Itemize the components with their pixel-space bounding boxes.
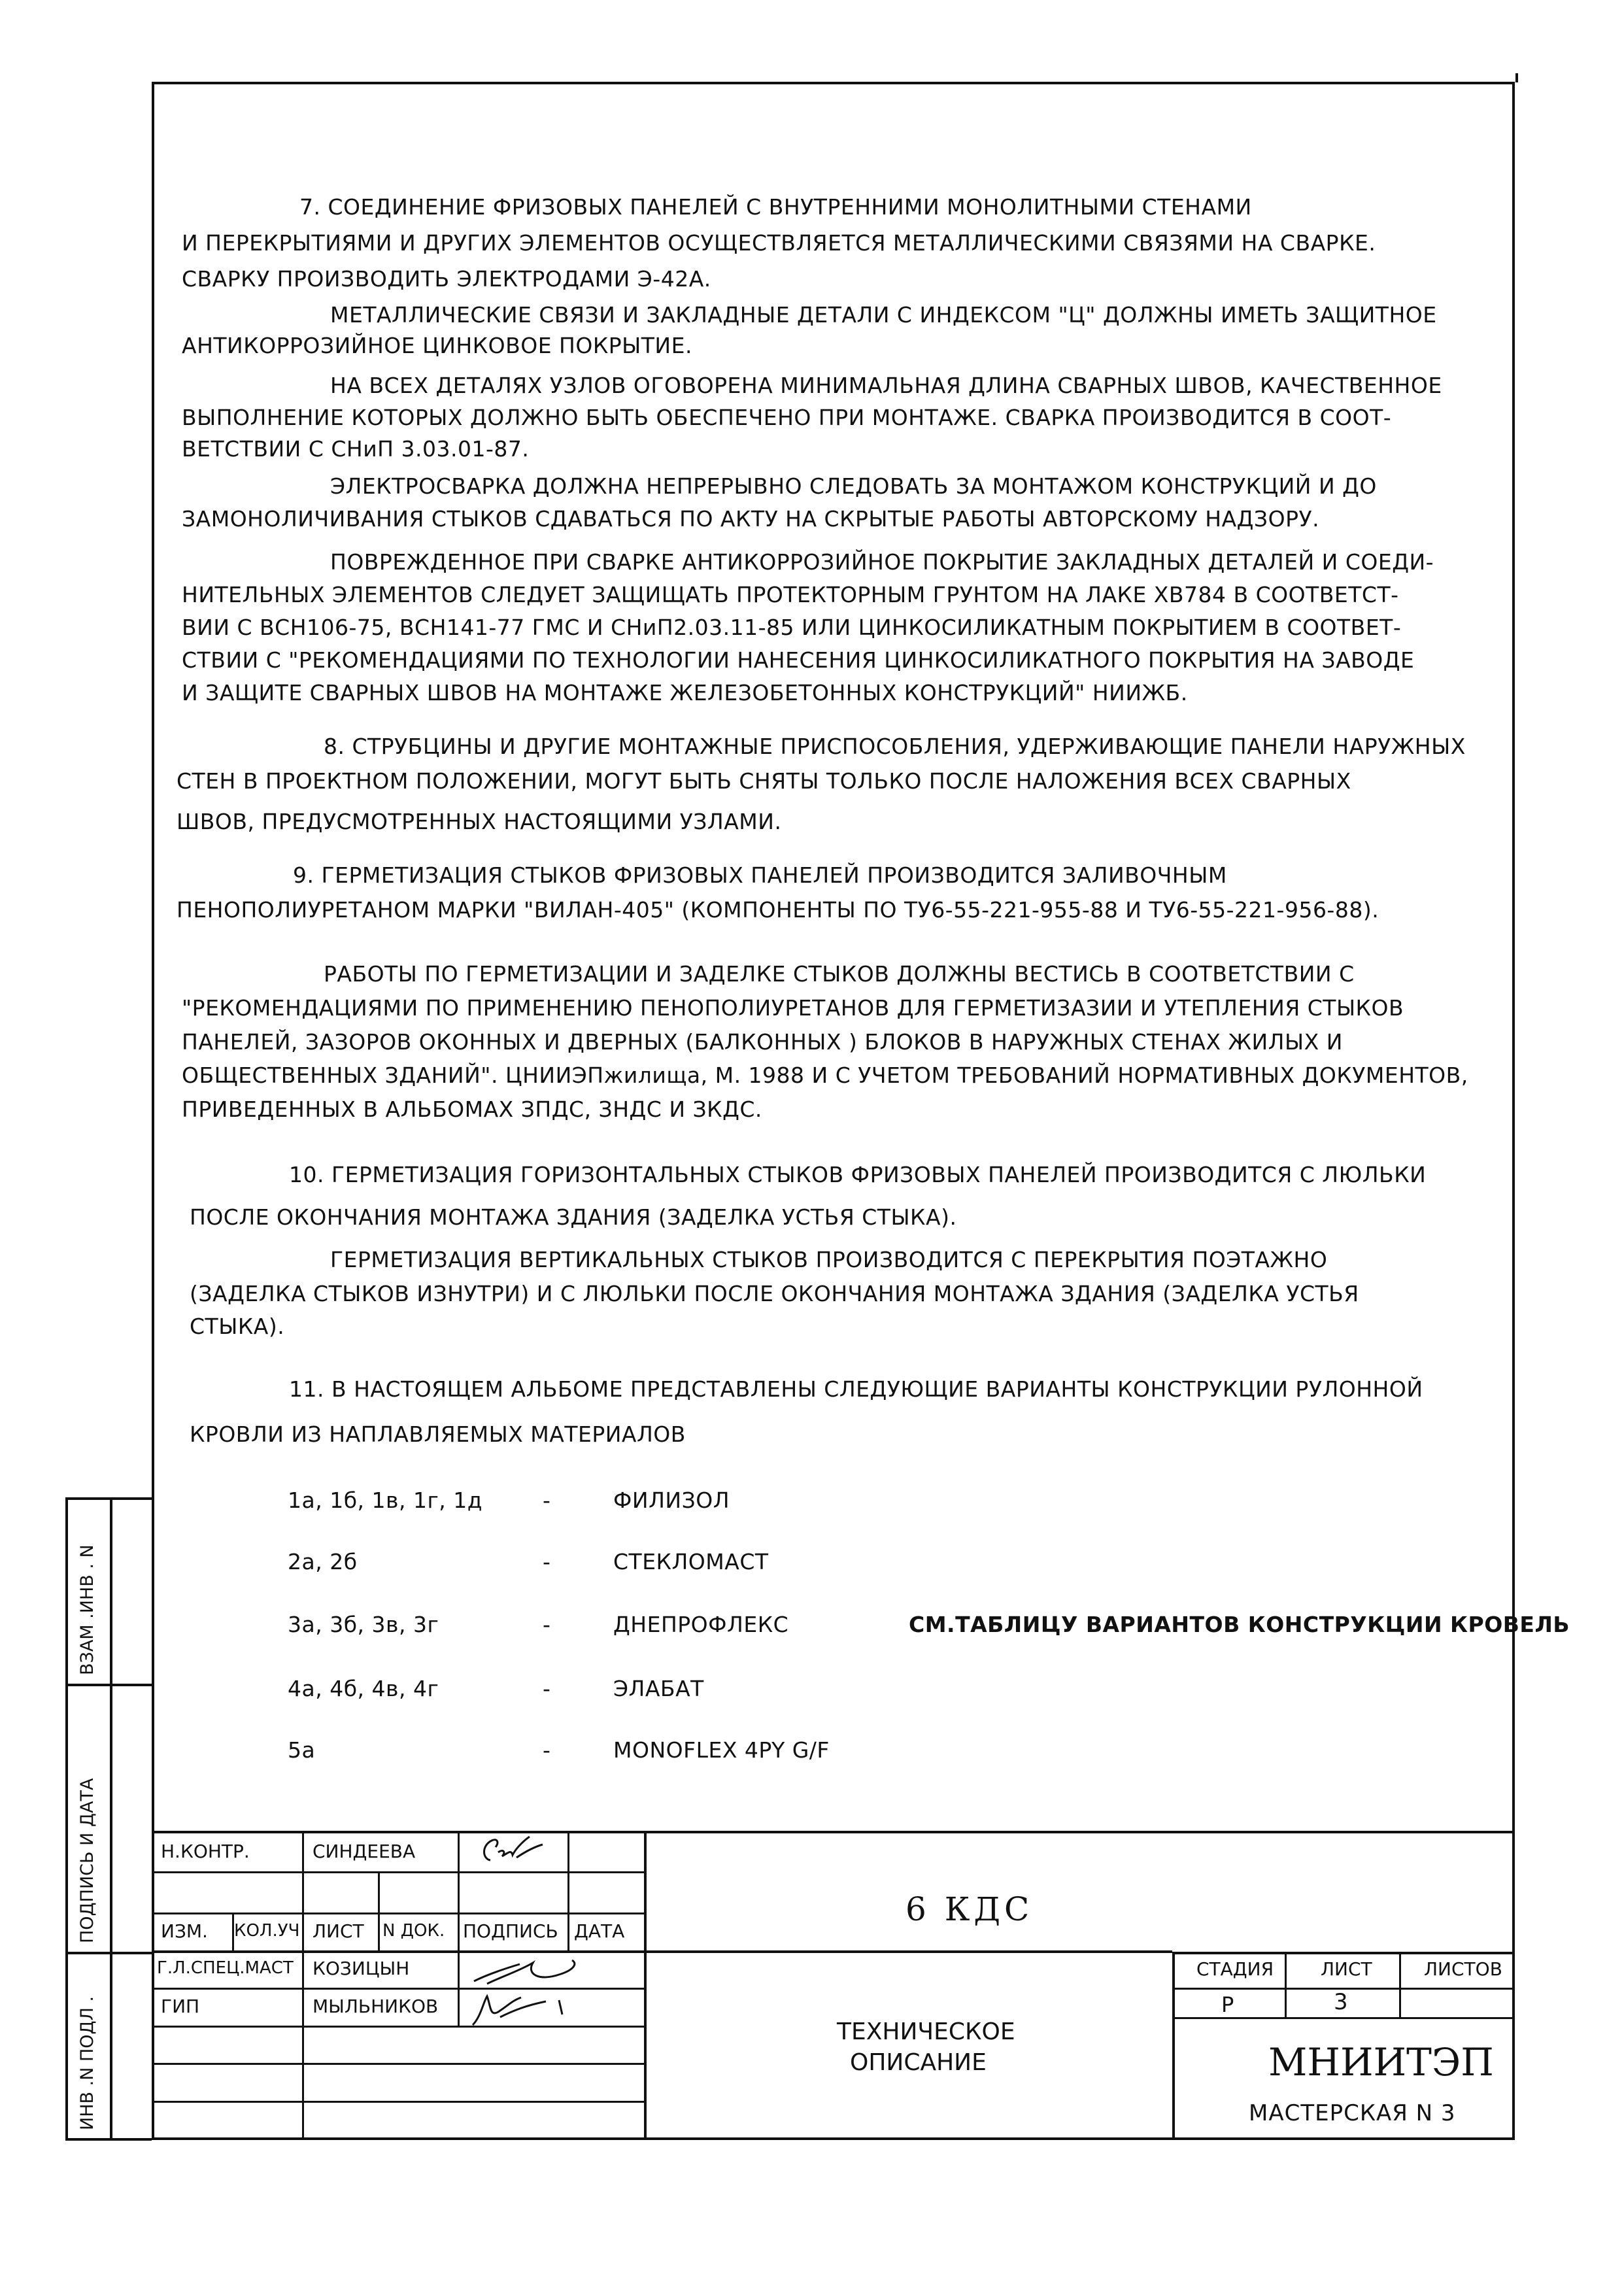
sheets-label: ЛИСТОВ bbox=[1424, 1958, 1502, 1980]
signature-nkontr bbox=[471, 1833, 569, 1871]
p7b-line-1: МЕТАЛЛИЧЕСКИЕ СВЯЗИ И ЗАКЛАДНЫЕ ДЕТАЛИ С ИНДЕКСОМ "Ц" ДОЛЖНЫ ИМЕТЬ ЗАЩИТНОЕ bbox=[330, 302, 1437, 328]
variant-material: ЭЛАБАТ bbox=[613, 1676, 704, 1701]
p7-line-3: СВАРКУ ПРОИЗВОДИТЬ ЭЛЕКТРОДАМИ Э-42А. bbox=[182, 266, 711, 292]
side-stamp-podpis: ПОДПИСЬ И ДАТА bbox=[77, 1778, 97, 1943]
stage-label: СТАДИЯ bbox=[1196, 1958, 1274, 1980]
nkontr-name: СИНДЕЕВА bbox=[313, 1841, 416, 1862]
nkontr-label: Н.КОНТР. bbox=[161, 1841, 250, 1862]
p7e-line-2: НИТЕЛЬНЫХ ЭЛЕМЕНТОВ СЛЕДУЕТ ЗАЩИЩАТЬ ПРОТЕКТОРНЫМ ГРУНТОМ НА ЛАКЕ ХВ784 В СООТВЕТСТ- bbox=[182, 582, 1399, 607]
p7e-line-1: ПОВРЕЖДЕННОЕ ПРИ СВАРКЕ АНТИКОРРОЗИЙНОЕ ПОКРЫТИЕ ЗАКЛАДНЫХ ДЕТАЛЕЙ И СОЕДИ- bbox=[330, 549, 1434, 575]
p10-line-1: 10. ГЕРМЕТИЗАЦИЯ ГОРИЗОНТАЛЬНЫХ СТЫКОВ ФРИЗОВЫХ ПАНЕЛЕЙ ПРОИЗВОДИТСЯ С ЛЮЛЬКИ bbox=[289, 1162, 1427, 1187]
doc-code: 6 КДС bbox=[905, 1890, 1034, 1928]
sheet-value: 3 bbox=[1334, 1989, 1348, 2015]
p9b-line-3: ПАНЕЛЕЙ, ЗАЗОРОВ ОКОННЫХ И ДВЕРНЫХ (БАЛКОННЫХ ) БЛОКОВ В НАРУЖНЫХ СТЕНАХ ЖИЛЫХ И bbox=[182, 1029, 1343, 1055]
p8-line-1: 8. СТРУБЦИНЫ И ДРУГИЕ МОНТАЖНЫЕ ПРИСПОСОБЛЕНИЯ, УДЕРЖИВАЮЩИЕ ПАНЕЛИ НАРУЖНЫХ bbox=[324, 734, 1466, 759]
col-kolvo: КОЛ.УЧ bbox=[234, 1921, 300, 1941]
p7c-line-2: ВЫПОЛНЕНИЕ КОТОРЫХ ДОЛЖНО БЫТЬ ОБЕСПЕЧЕНО ПРИ МОНТАЖЕ. СВАРКА ПРОИЗВОДИТСЯ В СООТ- bbox=[182, 405, 1392, 430]
p10b-line-3: СТЫКА). bbox=[190, 1314, 285, 1339]
p7c-line-3: ВЕТСТВИИ С СНиП 3.03.01-87. bbox=[182, 436, 530, 462]
p7e-line-5: И ЗАЩИТЕ СВАРНЫХ ШВОВ НА МОНТАЖЕ ЖЕЛЕЗОБЕТОННЫХ КОНСТРУКЦИЙ" НИИЖБ. bbox=[182, 680, 1188, 706]
workshop: МАСТЕРСКАЯ N 3 bbox=[1249, 2100, 1456, 2126]
variant-material: ФИЛИЗОЛ bbox=[613, 1488, 730, 1513]
side-stamp-inv: ИНВ .N ПОДЛ . bbox=[77, 1996, 97, 2130]
p9b-line-5: ПРИВЕДЕННЫХ В АЛЬБОМАХ ЗПДС, ЗНДС И ЗКДС. bbox=[182, 1096, 762, 1122]
col-izm: ИЗМ. bbox=[161, 1920, 208, 1942]
variant-codes: 5а bbox=[288, 1737, 316, 1763]
col-ndok: N ДОК. bbox=[382, 1921, 445, 1941]
p10b-line-1: ГЕРМЕТИЗАЦИЯ ВЕРТИКАЛЬНЫХ СТЫКОВ ПРОИЗВОДИТСЯ С ПЕРЕКРЫТИЯ ПОЭТАЖНО bbox=[330, 1247, 1328, 1272]
variant-dash: - bbox=[543, 1549, 551, 1574]
stage-value: Р bbox=[1221, 1992, 1234, 2017]
variant-codes: 4а, 4б, 4в, 4г bbox=[288, 1676, 439, 1701]
variant-dash: - bbox=[543, 1737, 551, 1763]
p7e-line-4: СТВИИ С "РЕКОМЕНДАЦИЯМИ ПО ТЕХНОЛОГИИ НАНЕСЕНИЯ ЦИНКОСИЛИКАТНОГО ПОКРЫТИЯ НА ЗАВОДЕ bbox=[182, 647, 1415, 673]
variant-dash: - bbox=[543, 1612, 551, 1637]
p11-line-1: 11. В НАСТОЯЩЕМ АЛЬБОМЕ ПРЕДСТАВЛЕНЫ СЛЕДУЮЩИЕ ВАРИАНТЫ КОНСТРУКЦИИ РУЛОННОЙ bbox=[289, 1376, 1423, 1402]
role-2: ГИП bbox=[161, 1996, 200, 2017]
name-1: КОЗИЦЫН bbox=[313, 1958, 410, 1979]
frame-corner-tick bbox=[1515, 73, 1518, 82]
p11-line-2: КРОВЛИ ИЗ НАПЛАВЛЯЕМЫХ МАТЕРИАЛОВ bbox=[190, 1421, 686, 1447]
variant-material: MONOFLEX 4PY G/F bbox=[613, 1737, 830, 1763]
side-stamp-vzam: ВЗАМ .ИНВ . N bbox=[77, 1544, 97, 1675]
p9-line-2: ПЕНОПОЛИУРЕТАНОМ МАРКИ "ВИЛАН-405" (КОМПОНЕНТЫ ПО ТУ6-55-221-955-88 И ТУ6-55-221-956-88). bbox=[177, 897, 1379, 923]
p8-line-3: ШВОВ, ПРЕДУСМОТРЕННЫХ НАСТОЯЩИМИ УЗЛАМИ. bbox=[177, 809, 782, 834]
variant-codes: 3а, 3б, 3в, 3г bbox=[288, 1612, 439, 1637]
p7e-line-3: ВИИ С ВСН106-75, ВСН141-77 ГМС И СНиП2.03.11-85 ИЛИ ЦИНКОСИЛИКАТНЫМ ПОКРЫТИЕМ В СООТВЕТ- bbox=[182, 615, 1402, 640]
p9b-line-4: ОБЩЕСТВЕННЫХ ЗДАНИЙ". ЦНИИЭПжилища, М. 1988 И С УЧЕТОМ ТРЕБОВАНИЙ НОРМАТИВНЫХ ДОКУМЕНТОВ, bbox=[182, 1062, 1468, 1088]
name-2: МЫЛЬНИКОВ bbox=[313, 1996, 439, 2017]
col-data: ДАТА bbox=[574, 1920, 625, 1942]
variant-dash: - bbox=[543, 1676, 551, 1701]
col-podpis: ПОДПИСЬ bbox=[463, 1920, 558, 1942]
p7d-line-1: ЭЛЕКТРОСВАРКА ДОЛЖНА НЕПРЕРЫВНО СЛЕДОВАТЬ ЗА МОНТАЖОМ КОНСТРУКЦИЙ И ДО bbox=[330, 473, 1377, 499]
signature-2 bbox=[461, 1991, 605, 2030]
role-1: Г.Л.СПЕЦ.МАСТ bbox=[157, 1958, 294, 1978]
variant-material: СТЕКЛОМАСТ bbox=[613, 1549, 769, 1574]
p7-line-2: И ПЕРЕКРЫТИЯМИ И ДРУГИХ ЭЛЕМЕНТОВ ОСУЩЕСТВЛЯЕТСЯ МЕТАЛЛИЧЕСКИМИ СВЯЗЯМИ НА СВАРКЕ. bbox=[182, 230, 1376, 256]
variants-note: СМ.ТАБЛИЦУ ВАРИАНТОВ КОНСТРУКЦИИ КРОВЕЛЬ bbox=[909, 1612, 1570, 1637]
sheet-label: ЛИСТ bbox=[1321, 1958, 1372, 1980]
doc-title-2: ОПИСАНИЕ bbox=[850, 2049, 987, 2076]
variant-codes: 1а, 1б, 1в, 1г, 1д bbox=[288, 1488, 483, 1513]
doc-title-1: ТЕХНИЧЕСКОЕ bbox=[837, 2018, 1015, 2045]
p9b-line-2: "РЕКОМЕНДАЦИЯМИ ПО ПРИМЕНЕНИЮ ПЕНОПОЛИУРЕТАНОВ ДЛЯ ГЕРМЕТИЗАЗИИ И УТЕПЛЕНИЯ СТЫКОВ bbox=[182, 995, 1404, 1021]
p9-line-1: 9. ГЕРМЕТИЗАЦИЯ СТЫКОВ ФРИЗОВЫХ ПАНЕЛЕЙ ПРОИЗВОДИТСЯ ЗАЛИВОЧНЫМ bbox=[293, 862, 1227, 888]
variant-codes: 2а, 2б bbox=[288, 1549, 358, 1574]
variant-material: ДНЕПРОФЛЕКС bbox=[613, 1612, 789, 1637]
org-name: МНИИТЭП bbox=[1268, 2040, 1494, 2084]
p8-line-2: СТЕН В ПРОЕКТНОМ ПОЛОЖЕНИИ, МОГУТ БЫТЬ СНЯТЫ ТОЛЬКО ПОСЛЕ НАЛОЖЕНИЯ ВСЕХ СВАРНЫХ bbox=[177, 768, 1351, 794]
p7b-line-2: АНТИКОРРОЗИЙНОЕ ЦИНКОВОЕ ПОКРЫТИЕ. bbox=[182, 333, 692, 358]
p10-line-2: ПОСЛЕ ОКОНЧАНИЯ МОНТАЖА ЗДАНИЯ (ЗАДЕЛКА УСТЬЯ СТЫКА). bbox=[190, 1204, 957, 1230]
p9b-line-1: РАБОТЫ ПО ГЕРМЕТИЗАЦИИ И ЗАДЕЛКЕ СТЫКОВ ДОЛЖНЫ ВЕСТИСЬ В СООТВЕТСТВИИ С bbox=[324, 961, 1355, 987]
signature-1 bbox=[461, 1955, 605, 1994]
variant-dash: - bbox=[543, 1488, 551, 1513]
p7c-line-1: НА ВСЕХ ДЕТАЛЯХ УЗЛОВ ОГОВОРЕНА МИНИМАЛЬНАЯ ДЛИНА СВАРНЫХ ШВОВ, КАЧЕСТВЕННОЕ bbox=[330, 373, 1442, 398]
p10b-line-2: (ЗАДЕЛКА СТЫКОВ ИЗНУТРИ) И С ЛЮЛЬКИ ПОСЛЕ ОКОНЧАНИЯ МОНТАЖА ЗДАНИЯ (ЗАДЕЛКА УСТЬЯ bbox=[190, 1281, 1359, 1306]
p7d-line-2: ЗАМОНОЛИЧИВАНИЯ СТЫКОВ СДАВАТЬСЯ ПО АКТУ НА СКРЫТЫЕ РАБОТЫ АВТОРСКОМУ НАДЗОРУ. bbox=[182, 506, 1320, 532]
col-list: ЛИСТ bbox=[313, 1920, 364, 1942]
p7-line-1: 7. СОЕДИНЕНИЕ ФРИЗОВЫХ ПАНЕЛЕЙ С ВНУТРЕННИМИ МОНОЛИТНЫМИ СТЕНАМИ bbox=[299, 194, 1252, 220]
